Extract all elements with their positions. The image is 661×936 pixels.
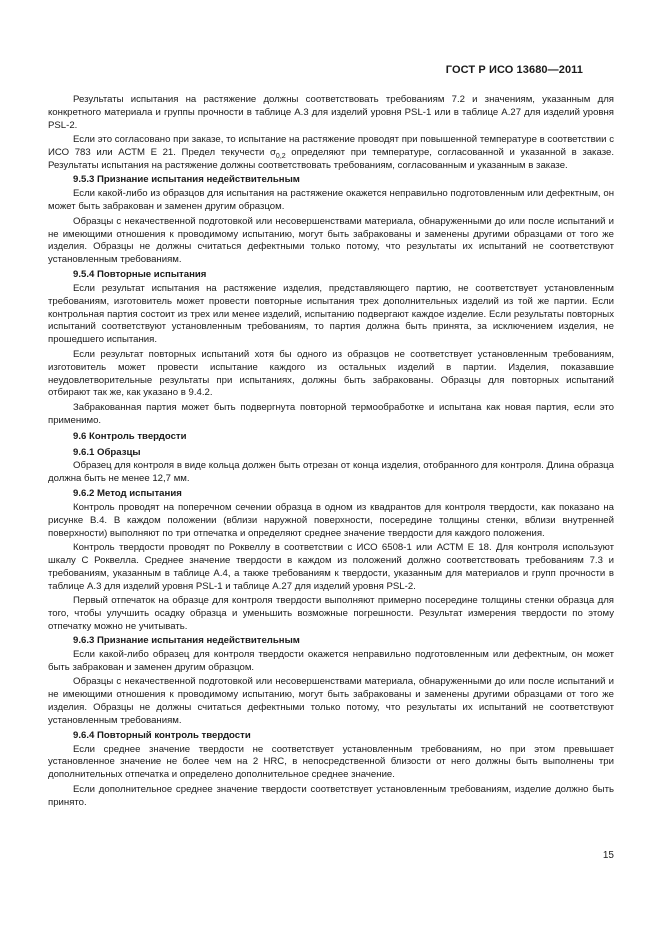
paragraph: Если результат испытания на растяжение изделия, представляющего партию, не соответствует установленным требованиям, изготовитель может провести повторные испытания трех дополнительных изделий из той же партии. Если контрольная партия состоит из трех или менее изделий, испытанию подвергают каждое изделие. Если результаты повторных испытаний соответствуют установленным требованиям, то партия должна быть принята, за исключением изделия, не прошедшего испытания. [48,282,614,346]
paragraph-yield-strength [48,134,614,173]
paragraph: Если дополнительное среднее значение твердости соответствует установленным требованиям, изделие должно быть принято. [48,783,614,808]
paragraph-text: определяют при температуре, согласованной и указанной в заказе. Результаты испытания на растяжение должны соответствовать требованиям, согласованным и указанным в заказе. [48,147,614,172]
paragraph: Образцы с некачественной подготовкой или несовершенствами материала, обнаруженными до или после испытаний и не имеющими отношения к проводимому испытанию, могут быть забракованы и заменены другими образцами от того же изделия. Образцы не должны считаться дефектными только потому, что результаты их испытаний не соответствуют установленным требованиям. [48,215,614,266]
paragraph: Первый отпечаток на образце для контроля твердости выполняют примерно посередине толщины стенки образца для того, чтобы улучшить осадку образца и уменьшить возможные погрешности. Результат измерения твердости по этому отпечатку можно не учитывать. [48,595,614,632]
paragraph: Если результат повторных испытаний хотя бы одного из образцов не соответствует установленным требованиям, изготовитель может провести испытание каждого из остальных изделий в партии. Изделия, показавшие неудовлетворительные результаты при испытаниях, должны быть забракованы. Образцы для повторных испытаний отбирают так же, как указано в 9.4.2. [48,348,614,399]
paragraph: Образцы с некачественной подготовкой или несовершенствами материала, обнаруженными до или после испытаний и не имеющими отношения к проводимому испытанию, могут быть забракованы и заменены другими образцами от того же изделия. Образцы не должны считаться дефектными только потому, что результаты их испытаний не соответствуют установленным требованиям. [48,676,614,727]
section-heading-9-6-3: 9.6.3 Признание испытания недействительным [73,635,300,647]
subscript: 0,2 [275,153,286,161]
paragraph: Если какой-либо из образцов для испытания на растяжение окажется неправильно подготовленным или дефектным, он может быть забракован и заменен другим образцом. [48,188,614,213]
section-heading-9-5-4: 9.5.4 Повторные испытания [73,268,207,280]
document-code-header: ГОСТ Р ИСО 13680—2011 [445,64,583,76]
paragraph: Контроль твердости проводят по Роквеллу в соответствии с ИСО 6508-1 или АСТМ Е 18. Для контроля используют шкалу С Роквелла. Среднее значение твердости в каждом из положений должно соответствовать требованиям 7.3 и требованиям, указанным в таблице А.4, а также требованиям к твердости, указанным для материалов и групп прочности в таблице А.3 для изделий уровня PSL-1 и таблице А.27 для изделий уровня PSL-2. [48,541,614,592]
paragraph-text: Если это согласовано при заказе, то испытание на растяжение проводят при повышенной температуре в соответствии с ИСО 783 или АСТМ Е 21. Предел текучести σ [48,134,614,159]
paragraph: Если какой-либо образец для контроля твердости окажется неправильно подготовленным или дефектным, он может быть забракован и заменен другим образцом. [48,649,614,674]
section-heading-9-6-2: 9.6.2 Метод испытания [73,487,182,499]
section-heading-9-6-1: 9.6.1 Образцы [73,446,141,458]
section-heading-9-6: 9.6 Контроль твердости [73,430,187,442]
paragraph: Контроль проводят на поперечном сечении образца в одном из квадрантов для контроля твердости, как показано на рисунке В.4. В каждом положении (вблизи наружной поверхности, посередине толщины стенки, вблизи внутренней поверхности) выполняют по три отпечатка и определяют среднее значение твердости для каждого положения. [48,501,614,539]
section-heading-9-5-3: 9.5.3 Признание испытания недействительным [73,174,300,186]
paragraph: Образец для контроля в виде кольца должен быть отрезан от конца изделия, отобранного для контроля. Длина образца должна быть не менее 12,7 мм. [48,460,614,485]
paragraph: Забракованная партия может быть подвергнута повторной термообработке и испытана как новая партия, если это применимо. [48,401,614,426]
section-heading-9-6-4: 9.6.4 Повторный контроль твердости [73,729,251,741]
document-body [48,94,614,811]
paragraph: Если среднее значение твердости не соответствует установленным требованиям, но при этом превышает установленное значение не более чем на 2 HRC, в непосредственной близости от него должны быть выполнены три дополнительных отпечатка и определено дополнительное среднее значение. [48,743,614,781]
page-number: 15 [602,850,614,861]
paragraph: Результаты испытания на растяжение должны соответствовать требованиям 7.2 и значениям, указанным для конкретного материала и группы прочности в таблице А.3 для изделий уровня PSL-1 или в таблице А.27 для изделий уровня PSL-2. [48,94,614,131]
